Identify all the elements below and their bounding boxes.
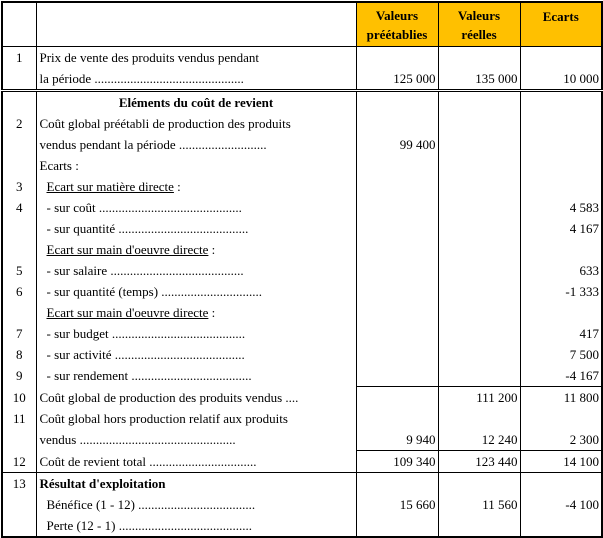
value-reel xyxy=(438,155,520,176)
row-label: Coût global de production des produits vendus .... xyxy=(36,387,356,409)
value-previsionnel xyxy=(356,260,438,281)
table-row xyxy=(2,47,602,69)
row-number xyxy=(2,134,36,155)
value-reel: 11 560 xyxy=(438,494,520,515)
table-row xyxy=(2,494,602,515)
value-reel xyxy=(438,260,520,281)
value-previsionnel xyxy=(356,302,438,323)
value-ecart xyxy=(520,176,602,197)
value-reel xyxy=(438,323,520,344)
subheading-suffix: : xyxy=(173,179,181,194)
row-label xyxy=(36,176,356,197)
header-blank-num xyxy=(2,2,36,47)
value-previsionnel: 9 940 xyxy=(356,429,438,451)
value-ecart: 7 500 xyxy=(569,347,599,362)
value-ecart xyxy=(520,155,602,176)
value-reel: 123 440 xyxy=(438,451,520,473)
value-previsionnel: 125 000 xyxy=(356,68,438,91)
value-ecart xyxy=(520,239,602,260)
row-number: 9 xyxy=(2,365,36,387)
row-number: 2 xyxy=(2,113,36,134)
value-reel xyxy=(438,365,520,387)
row-label: la période .............................................. xyxy=(36,68,356,91)
value-ecart xyxy=(520,91,602,114)
value-reel xyxy=(438,281,520,302)
table-row xyxy=(2,91,602,114)
header-blank-label xyxy=(36,2,356,47)
value-ecart xyxy=(520,134,602,155)
value-reel: 12 240 xyxy=(438,429,520,451)
value-previsionnel xyxy=(356,239,438,260)
value-reel xyxy=(438,473,520,495)
table-row xyxy=(2,515,602,537)
row-number xyxy=(2,68,36,91)
section-heading: Résultat d'exploitation xyxy=(36,473,356,495)
value-previsionnel xyxy=(356,155,438,176)
value-reel xyxy=(438,197,520,218)
table-row xyxy=(2,239,602,260)
value-ecart: -4 167 xyxy=(520,365,602,387)
value-previsionnel xyxy=(356,515,438,537)
value-reel: 135 000 xyxy=(438,68,520,91)
row-number: 13 xyxy=(2,473,36,495)
row-number: 8 xyxy=(2,344,36,365)
row-label: vendus pendant la période ........................... xyxy=(36,134,356,155)
value-reel xyxy=(438,218,520,239)
row-number: 6 xyxy=(2,281,36,302)
value-previsionnel xyxy=(356,197,438,218)
header-reel: Valeurs réelles xyxy=(438,2,520,47)
row-number xyxy=(2,494,36,515)
table-row xyxy=(2,281,602,302)
row-label: Bénéfice (1 - 12) .................................... xyxy=(36,494,356,515)
value-ecart: 417 xyxy=(579,326,599,341)
value-reel xyxy=(438,134,520,155)
table-row xyxy=(2,451,602,473)
row-number xyxy=(2,155,36,176)
table-row xyxy=(2,365,602,387)
row-number: 1 xyxy=(2,47,36,69)
subheading-suffix: : xyxy=(208,242,216,257)
table-row xyxy=(2,113,602,134)
table-row xyxy=(2,473,602,495)
value-previsionnel xyxy=(356,47,438,69)
row-label: Perte (12 - 1) ......................................... xyxy=(36,515,356,537)
row-label: - sur rendement ..................................... xyxy=(36,365,356,387)
value-ecart: 11 800 xyxy=(563,390,599,405)
table-row xyxy=(2,68,602,91)
row-label: Coût global préétabli de production des produits xyxy=(36,113,356,134)
row-number xyxy=(2,302,36,323)
row-number xyxy=(2,429,36,451)
value-reel xyxy=(438,239,520,260)
value-previsionnel xyxy=(356,344,438,365)
value-ecart: 2 300 xyxy=(520,429,602,451)
row-label: - sur quantité ........................................ xyxy=(36,218,356,239)
value-reel xyxy=(438,91,520,114)
value-ecart xyxy=(520,473,602,495)
table-row xyxy=(2,429,602,451)
row-label: - sur quantité (temps) ............................... xyxy=(36,281,356,302)
value-ecart xyxy=(520,302,602,323)
row-number: 11 xyxy=(2,408,36,429)
value-reel: 111 200 xyxy=(438,387,520,409)
value-reel xyxy=(438,302,520,323)
value-ecart: 10 000 xyxy=(520,68,602,91)
table-row xyxy=(2,176,602,197)
value-ecart xyxy=(520,113,602,134)
table-row xyxy=(2,218,602,239)
value-previsionnel: 15 660 xyxy=(356,494,438,515)
row-label xyxy=(36,302,356,323)
table-row xyxy=(2,197,602,218)
value-previsionnel xyxy=(356,91,438,114)
value-previsionnel xyxy=(356,323,438,344)
header-ecarts: Ecarts xyxy=(520,2,602,47)
value-previsionnel xyxy=(356,176,438,197)
value-ecart: -1 333 xyxy=(565,284,599,299)
table-row xyxy=(2,323,602,344)
row-number xyxy=(2,218,36,239)
value-previsionnel: 109 340 xyxy=(356,451,438,473)
value-previsionnel xyxy=(356,218,438,239)
row-number: 12 xyxy=(2,451,36,473)
value-ecart: 633 xyxy=(579,263,599,278)
row-number: 5 xyxy=(2,260,36,281)
row-label: - sur salaire ......................................... xyxy=(36,260,356,281)
row-label: Coût global hors production relatif aux produits xyxy=(36,408,356,429)
header-previsionnel: Valeurs préétablies xyxy=(356,2,438,47)
value-previsionnel xyxy=(356,408,438,429)
row-number: 3 xyxy=(2,176,36,197)
value-ecart xyxy=(520,515,602,537)
section-heading: Eléments du coût de revient xyxy=(36,91,356,114)
table-row xyxy=(2,134,602,155)
value-ecart: 4 583 xyxy=(569,200,599,215)
value-reel xyxy=(438,515,520,537)
value-previsionnel xyxy=(356,387,438,409)
row-label: Prix de vente des produits vendus pendant xyxy=(36,47,356,69)
row-label: - sur coût ............................................ xyxy=(36,197,356,218)
row-number xyxy=(2,91,36,114)
table-row xyxy=(2,344,602,365)
row-label: Coût de revient total ................................. xyxy=(36,451,356,473)
row-label: Ecarts : xyxy=(36,155,356,176)
value-ecart: 14 100 xyxy=(520,451,602,473)
subheading-label: Ecart sur main d'oeuvre directe xyxy=(46,242,209,257)
cost-table xyxy=(1,1,603,538)
value-reel xyxy=(438,344,520,365)
value-reel xyxy=(438,176,520,197)
value-reel xyxy=(438,113,520,134)
value-previsionnel xyxy=(356,113,438,134)
row-label: - sur activité ........................................ xyxy=(36,344,356,365)
row-number: 10 xyxy=(2,387,36,409)
value-ecart: 4 167 xyxy=(569,221,599,236)
row-number xyxy=(2,515,36,537)
row-label: vendus ................................................ xyxy=(36,429,356,451)
value-previsionnel: 99 400 xyxy=(356,134,438,155)
header-row xyxy=(2,2,602,47)
row-number xyxy=(2,239,36,260)
subheading-suffix: : xyxy=(208,305,216,320)
table-row xyxy=(2,387,602,409)
value-previsionnel xyxy=(356,281,438,302)
value-reel xyxy=(438,47,520,69)
row-label xyxy=(36,239,356,260)
row-number: 4 xyxy=(2,197,36,218)
table-row xyxy=(2,260,602,281)
value-previsionnel xyxy=(356,473,438,495)
table-row xyxy=(2,155,602,176)
value-previsionnel xyxy=(356,365,438,387)
subheading-label: Ecart sur matière directe xyxy=(46,179,174,194)
row-label: - sur budget ......................................... xyxy=(36,323,356,344)
table-row xyxy=(2,302,602,323)
value-ecart: -4 100 xyxy=(565,497,599,512)
value-ecart xyxy=(520,47,602,69)
row-number: 7 xyxy=(2,323,36,344)
subheading-label: Ecart sur main d'oeuvre directe xyxy=(46,305,209,320)
table-row xyxy=(2,408,602,429)
value-ecart xyxy=(520,408,602,429)
value-reel xyxy=(438,408,520,429)
